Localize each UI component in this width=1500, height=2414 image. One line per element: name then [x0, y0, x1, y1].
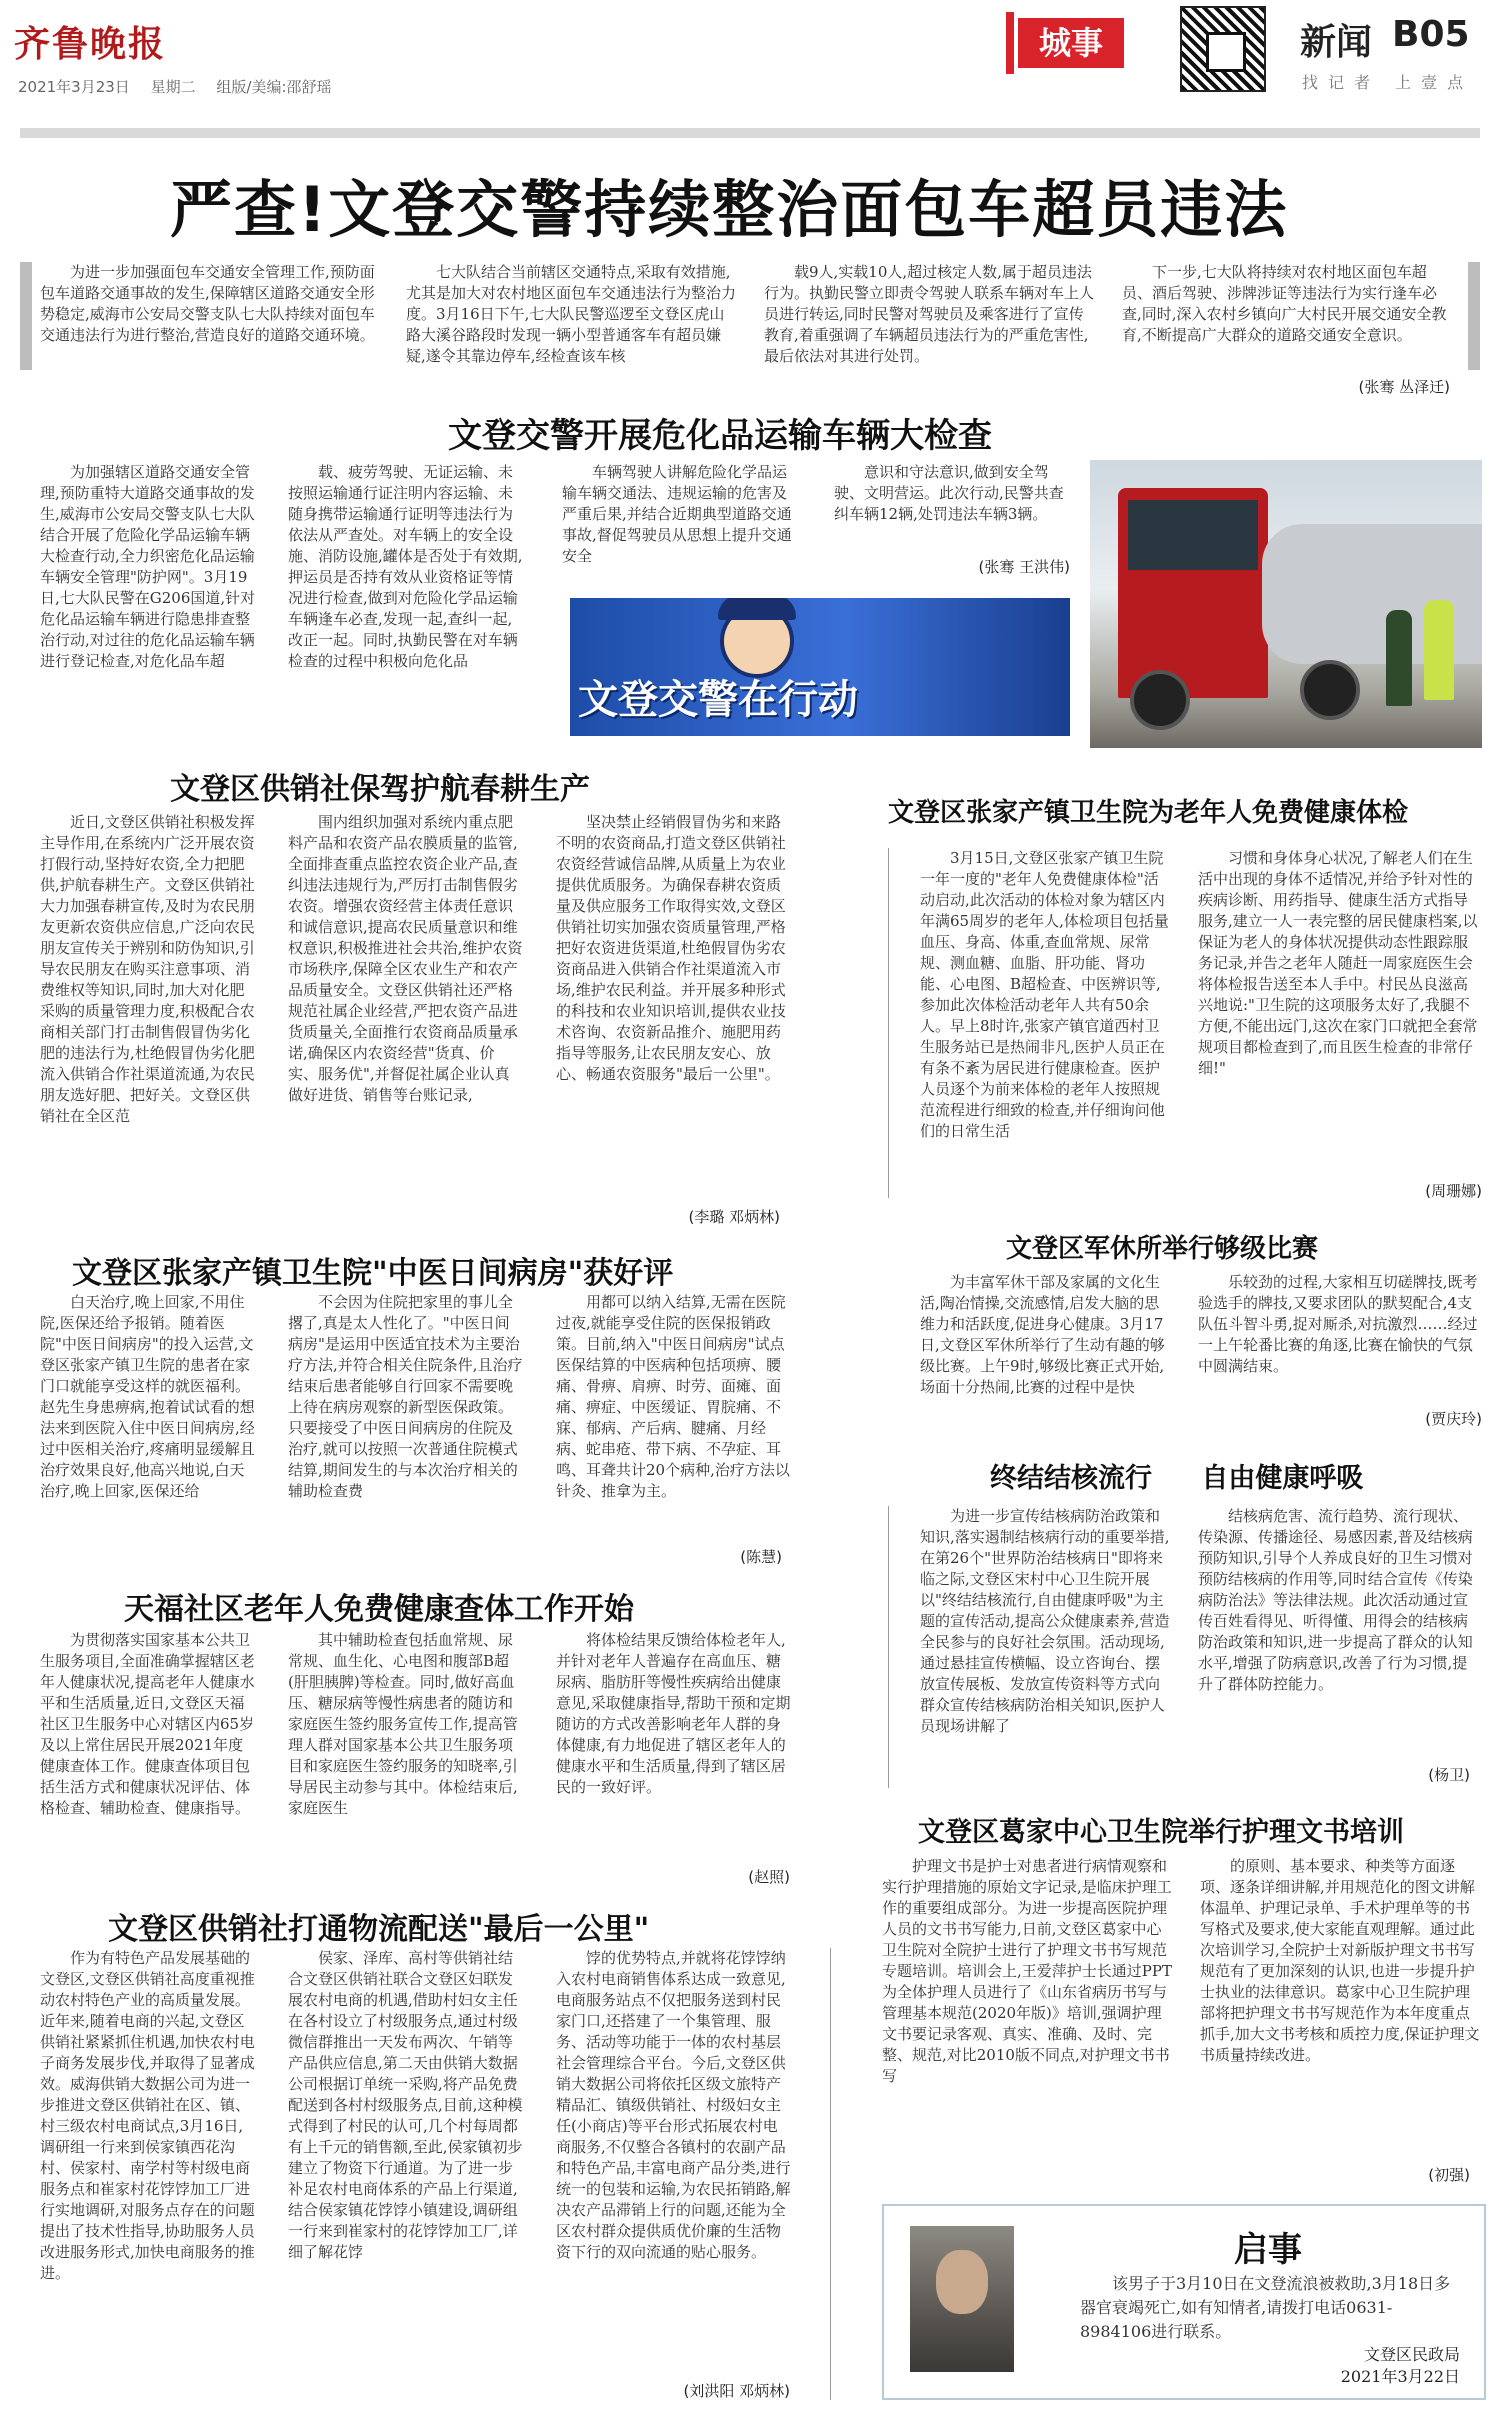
accent-bar: [20, 262, 32, 370]
police-mascot-icon: [720, 604, 794, 678]
article-2-col-4: 意识和守法意识,做到安全驾驶、文明营运。此次行动,民警共查纠车辆12辆,处罚违法车辆3辆。: [834, 463, 1064, 523]
article-8-col-2: 其中辅助检查包括血常规、尿常规、血生化、心电图和腹部B超(肝胆胰脾)等检查。同时,做好高血压、糖尿病等慢性病患者的随访和家庭医生签约服务宣传工作,提高管理人群对国家基本公共卫生服务项目和家庭医生签约服务的知晓率,引导居民主动参与其中。体检结束后,家庭医生: [288, 1631, 518, 1817]
article-7-byline: (杨卫): [1428, 1766, 1470, 1784]
truck-inspection-photo: [1090, 460, 1482, 748]
police-banner: [570, 598, 1070, 736]
issue-weekday: 星期二: [150, 78, 196, 96]
article-7-title: 终结结核流行 自由健康呼吸: [990, 1463, 1364, 1494]
accent-bar: [1468, 262, 1480, 370]
issue-date: 2021年3月23日: [18, 78, 130, 96]
article-6-col-2: 不会因为住院把家里的事儿全撂了,真是太人性化了。"中医日间病房"是运用中医适宜技术为主要治疗方法,并符合相关住院条件,且治疗结束后患者能够自行回家不需要晚上待在病房观察的新型医保政策。只要接受了中医日间病房的住院及治疗,就可以按照一次普通住院模式结算,期间发生的与本次治疗相关的辅助检查费: [288, 1293, 523, 1500]
article-10-col-3: 饽的优势特点,并就将花饽饽纳入农村电商销售体系达成一致意见,电商服务站点不仅把服务送到村民家门口,还搭建了一个集管理、服务、活动等功能于一体的农村基层社会管理综合平台。今后,文登区供销大数据公司将依托区级文旅特产精品汇、镇级供销社、村级妇女主任(小商店)等平台形式拓展农村电商服务,不仅整合各镇村的农副产品和特色产品,丰富电商产品分类,进行统一的包装和运输,为农民拓销路,解决农产品滞销上行的问题,还能为全区农村群众提供质优价廉的生活物资下行的双向流通的贴心服务。: [556, 1949, 791, 2261]
slogan: 找记者 上壹点: [1302, 73, 1474, 92]
article-1-col-3: 载9人,实载10人,超过核定人数,属于超员违法行为。执勤民警立即责令驾驶人联系车辆对车上人员进行转运,同时民警对驾驶员及乘客进行了宣传教育,着重强调了车辆超员违法行为的严重危害性,最后依法对其进行处罚。: [764, 263, 1094, 365]
issue-editor: 组版/美编:邵舒瑶: [216, 78, 332, 96]
article-2-col-1: 为加强辖区道路交通安全管理,预防重特大道路交通事故的发生,威海市公安局交警支队七大队结合开展了危险化学品运输车辆大检查行动,全力织密危化品运输车辆安全管理"防护网"。3月19日,七大队民警在G206国道,针对危化品运输车辆进行隐患排查整治行动,对过往的危化品运输车辆进行登记检查,对危化品车超: [40, 463, 256, 670]
article-1-col-1: 为进一步加强面包车交通安全管理工作,预防面包车道路交通事故的发生,保障辖区道路交通安全形势稳定,威海市公安局交警支队七大队持续对面包车交通违法行为进行整治,营造良好的道路交通环境。: [40, 263, 375, 344]
notice-title: 启事: [1234, 2230, 1302, 2270]
article-1-byline: (张骞 丛泽迁): [1358, 378, 1450, 396]
article-1-title: 严查!文登交警持续整治面包车超员违法: [170, 173, 1289, 246]
article-7-col-2: 结核病危害、流行趋势、流行现状、传染源、传播途径、易感因素,普及结核病预防知识,引导个人养成良好的卫生习惯对预防结核病的作用等,同时结合宣传《传染病防治法》等法律法规。此次活动通过宣传百姓看得见、听得懂、用得会的结核病防治政策和知识,进一步提高了群众的认知水平,增强了防病意识,改善了行为习惯,提升了群体防控能力。: [1198, 1507, 1473, 1693]
article-7-col-1: 为进一步宣传结核病防治政策和知识,落实遏制结核病行动的重要举措,在第26个"世界防治结核病日"即将来临之际,文登区宋村中心卫生院开展以"终结结核流行,自由健康呼吸"为主题的宣传活动,提高公众健康素养,营造全民参与的良好社会氛围。活动现场,通过悬挂宣传横幅、设立咨询台、摆放宣传展板、发放宣传资料等方式向群众宣传结核病防治相关知识,医护人员现场讲解了: [920, 1507, 1170, 1735]
article-5-title: 文登区军休所举行够级比赛: [1006, 1234, 1319, 1264]
notice-org: 文登区民政局: [1363, 2345, 1460, 2364]
article-8-col-1: 为贯彻落实国家基本公共卫生服务项目,全面准确掌握辖区老年人健康状况,提高老年人健康水平和生活质量,近日,文登区天福社区卫生服务中心对辖区内65岁及以上常住居民开展2021年度健康查体工作。健康查体项目包括生活方式和健康状况评估、体格检查、辅助检查、健康指导。: [40, 1631, 255, 1817]
article-9-col-1: 护理文书是护士对患者进行病情观察和实行护理措施的原始文字记录,是临床护理工作的重要组成部分。为进一步提高医院护理人员的文书书写能力,日前,文登区葛家中心卫生院对全院护士进行了护理文书书写规范专题培训。培训会上,王爱萍护士长通过PPT为全体护理人员进行了《山东省病历书写与管理基本规范(2020年版)》培训,强调护理文书要记录客观、真实、准确、及时、完整、规范,对比2010版不同点,对护理文书书写: [882, 1857, 1172, 2085]
article-2-title: 文登交警开展危化品运输车辆大检查: [448, 416, 992, 456]
article-6-title: 文登区张家产镇卫生院"中医日间病房"获好评: [72, 1256, 674, 1291]
article-10-col-2: 侯家、泽库、高村等供销社结合文登区供销社联合文登区妇联发展农村电商的机遇,借助村妇女主任在各村设立了村级服务点,通过村级微信群推出一天发布两次、午销等产品供应信息,第二天由供销大数据公司根据订单统一采购,将产品免费配送到各村村级服务点,目前,这种模式得到了村民的认可,几个村每周都有上千元的销售额,至此,侯家镇初步建立了物资下行通道。为了进一步补足农村电商体系的产品上行渠道,结合侯家镇花饽饽小镇建设,调研组一行来到崔家村的花饽饽加工厂,详细了解花饽: [288, 1949, 523, 2261]
issue-info: [18, 76, 348, 97]
article-5-col-2: 乐较劲的过程,大家相互切磋牌技,既考验选手的牌技,又要求团队的默契配合,4支队伍斗智斗勇,捉对厮杀,对抗激烈……经过一上午轮番比赛的角逐,比赛在愉快的气氛中圆满结束。: [1198, 1273, 1478, 1375]
notice-body: 该男子于3月10日在文登流浪被救助,3月18日多器官衰竭死亡,如有知情者,请拨打电话0631-8984106进行联系。: [1080, 2274, 1451, 2341]
article-9-byline: (初强): [1428, 2166, 1470, 2184]
article-2-col-3: 车辆驾驶人讲解危险化学品运输车辆交通法、违规运输的危害及严重后果,并结合近期典型道路交通事故,督促驾驶员从思想上提升交通安全: [562, 463, 792, 565]
masthead: [0, 0, 1500, 120]
article-5-col-1: 为丰富军休干部及家属的文化生活,陶冶情操,交流感情,启发大脑的思维力和活跃度,促进身心健康。3月17日,文登区军休所举行了生动有趣的够级比赛。上午9时,够级比赛正式开始,场面十分热闹,比赛的过程中是快: [920, 1273, 1165, 1396]
newspaper-logo: 齐鲁晚报: [14, 23, 167, 65]
article-3-col-2: 围内组织加强对系统内重点肥料产品和农资产品农膜质量的监管,全面排查重点监控农资企业产品,查纠违法违规行为,严厉打击制售假劣农资。增强农资经营主体责任意识和诚信意识,提高农民质量意识和维权意识,积极推进社会共治,维护农资市场秩序,保障全区农业生产和农产品质量安全。文登区供销社还严格规范社属企业经营,严把农资产品进货质量关,全面推行农资商品质量承诺,确保区内农资经营"货真、价实、服务优",并督促社属企业认真做好进货、销售等台账记录,: [288, 813, 523, 1104]
article-9-col-2: 的原则、基本要求、种类等方面逐项、逐条详细讲解,并用规范化的图文讲解体温单、护理记录单、手术护理单等的书写格式及要求,使大家能直观理解。通过此次培训学习,全院护士对新版护理文书书写规范有了更加深刻的认识,也进一步提升护士执业的法律意识。葛家中心卫生院护理部将把护理文书书写规范作为本年度重点抓手,加大文书考核和质控力度,保证护理文书质量持续改进。: [1200, 1857, 1480, 2064]
article-1-col-2: 七大队结合当前辖区交通特点,采取有效措施,尤其是加大对农村地区面包车交通违法行为整治力度。3月16日下午,七大队民警巡逻至文登区虎山路大溪谷路段时发现一辆小型普通客车有超员嫌疑,遂令其靠边停车,经检查该车核: [406, 263, 737, 365]
article-2-col-2: 载、疲劳驾驶、无证运输、未按照运输通行证注明内容运输、未随身携带运输通行证明等违法行为依法从严查处。对车辆上的安全设施、消防设施,罐体是否处于有效期,押运员是否持有效从业资格证等情况进行检查,做到对危险化学品运输车辆逢车必查,发现一起,查纠一起,改正一起。同时,执勤民警在对车辆检查的过程中积极向危化品: [288, 463, 523, 670]
notice-signature: [1341, 2344, 1460, 2388]
column-rule: [888, 848, 889, 1198]
article-10-col-1: 作为有特色产品发展基础的文登区,文登区供销社高度重视推动农村特色产业的高质量发展。近年来,随着电商的兴起,文登区供销社紧紧抓住机遇,加快农村电子商务发展步伐,并取得了显著成效。威海供销大数据公司为进一步推进文登区供销社在区、镇、村三级农村电商试点,3月16日,调研组一行来到侯家镇西花沟村、侯家村、南学村等村级电商服务点和崔家村花饽饽加工厂进行实地调研,对服务点存在的问题提出了技术性指导,协助服务人员改进服务形式,加快电商服务的推进。: [40, 1949, 255, 2282]
article-4-col-2: 习惯和身体身心状况,了解老人们在生活中出现的身体不适情况,并给予针对性的疾病诊断、用药指导、健康生活方式指导服务,建立一人一表完整的居民健康档案,以保证为老人的身体状况提供动态性跟踪服务记录,并告之老年人随赶一周家庭医生会将体检报告送至本人手中。村民丛良滋高兴地说:"卫生院的这项服务太好了,我腿不方便,不能出远门,这次在家门口就把全套常规项目都检查到了,而且医生检查的非常仔细!": [1198, 849, 1478, 1077]
qr-code-icon[interactable]: [1180, 6, 1266, 92]
section-name: 新闻: [1300, 22, 1373, 63]
article-4-byline: (周珊娜): [1425, 1182, 1482, 1200]
notice-photo: [910, 2226, 1014, 2372]
column-rule: [830, 1948, 831, 2400]
notice-date: 2021年3月22日: [1340, 2367, 1460, 2386]
article-9-title: 文登区葛家中心卫生院举行护理文书培训: [918, 1817, 1404, 1848]
article-1-col-4: 下一步,七大队将持续对农村地区面包车超员、酒后驾驶、涉牌涉证等违法行为实行逢车必查,同时,深入农村乡镇向广大村民开展交通安全教育,不断提高广大群众的道路交通安全意识。: [1122, 263, 1447, 344]
article-3-col-3: 坚决禁止经销假冒伪劣和来路不明的农资商品,打造文登区供销社农资经营诚信品牌,从质量上为农业提供优质服务。为确保春耕农资质量及供应服务工作取得实效,文登区供销社切实加强农资质量管理,严格把好农资进货渠道,杜绝假冒伪劣农资商品进入供销合作社渠道流入市场,维护农民利益。并开展多种形式的科技和农业知识培训,提供农业技术咨询、农资新品推介、施肥用药指导等服务,让农民朋友安心、放心、畅通农资服务"最后一公里"。: [556, 813, 786, 1083]
masthead-divider: [20, 128, 1480, 138]
article-5-byline: (贾庆玲): [1425, 1410, 1482, 1428]
page-number: B05: [1392, 14, 1470, 55]
banner-slogan: 文登交警在行动: [578, 677, 858, 723]
article-4-col-1: 3月15日,文登区张家产镇卫生院一年一度的"老年人免费健康体检"活动启动,此次活动的体检对象为辖区内年满65周岁的老年人,体检项目包括量血压、身高、体重,查血常规、尿常规、测血糖、血脂、肝功能、肾功能、心电图、B超检查、中医辨识等,参加此次体检活动老年人共有50余人。早上8时许,张家产镇官道西村卫生服务站已是热闹非凡,医护人员正在有条不紊为居民进行健康检查。医护人员逐个为前来体检的老年人按照规范流程进行细致的检查,并仔细询问他们的日常生活: [920, 849, 1169, 1140]
article-10-byline: (刘洪阳 邓炳林): [683, 2382, 790, 2400]
article-3-col-1: 近日,文登区供销社积极发挥主导作用,在系统内广泛开展农资打假行动,坚持好农资,全力把肥供,护航春耕生产。文登区供销社大力加强春耕宣传,及时为农民朋友更新农资供应信息,广泛向农民朋友宣传关于辨别和防伪知识,引导农民朋友在购买注意事项、消费维权等知识,同时,加大对化肥采购的质量管理力度,积极配合农商相关部门打击制售假冒伪劣化肥的违法行为,杜绝假冒伪劣化肥流入供销合作社渠道流通,为农民朋友选好肥、把好关。文登区供销社在全区范: [40, 813, 255, 1125]
article-8-byline: (赵照): [748, 1868, 790, 1886]
article-6-col-1: 白天治疗,晚上回家,不用住院,医保还给予报销。随着医院"中医日间病房"的投入运营,文登区张家产镇卫生院的患者在家门口就能享受这样的就医福利。赵先生身患痹病,抱着试试看的想法来到医院入住中医日间病房,经过中医相关治疗,疼痛明显缓解且治疗效果良好,他高兴地说,白天治疗,晚上回家,医保还给: [40, 1293, 255, 1500]
article-2-byline: (张骞 王洪伟): [978, 558, 1070, 576]
article-4-title: 文登区张家产镇卫生院为老年人免费健康体检: [888, 798, 1409, 828]
article-8-col-3: 将体检结果反馈给体检老年人,并针对老年人普遍存在高血压、糖尿病、脂肪肝等慢性疾病给出健康意见,采取健康指导,帮助干预和定期随访的方式改善影响老年人群的身体健康,有力地促进了辖区老年人的健康水平和生活质量,得到了辖区居民的一致好评。: [556, 1631, 791, 1796]
column-rule: [888, 1506, 889, 1788]
section-tag: 城事: [1018, 18, 1124, 68]
article-10-title: 文登区供销社打通物流配送"最后一公里": [108, 1912, 650, 1947]
article-6-byline: (陈慧): [740, 1548, 782, 1566]
article-6-col-3: 用都可以纳入结算,无需在医院过夜,就能享受住院的医保报销政策。目前,纳入"中医日间病房"试点医保结算的中医病种包括项痹、腰痛、骨痹、肩痹、时劳、面瘫、面痛、痹症、中医缓证、胃脘痛、不寐、郁病、产后病、腱痛、月经病、蛇串疮、带下病、不孕症、耳鸣、耳聋共计20个病种,治疗方法以针灸、推拿为主。: [556, 1293, 790, 1500]
article-3-title: 文登区供销社保驾护航春耕生产: [170, 772, 590, 807]
article-8-title: 天福社区老年人免费健康查体工作开始: [124, 1592, 634, 1627]
article-3-byline: (李璐 邓炳林): [688, 1208, 780, 1226]
missing-person-notice: [882, 2204, 1486, 2400]
